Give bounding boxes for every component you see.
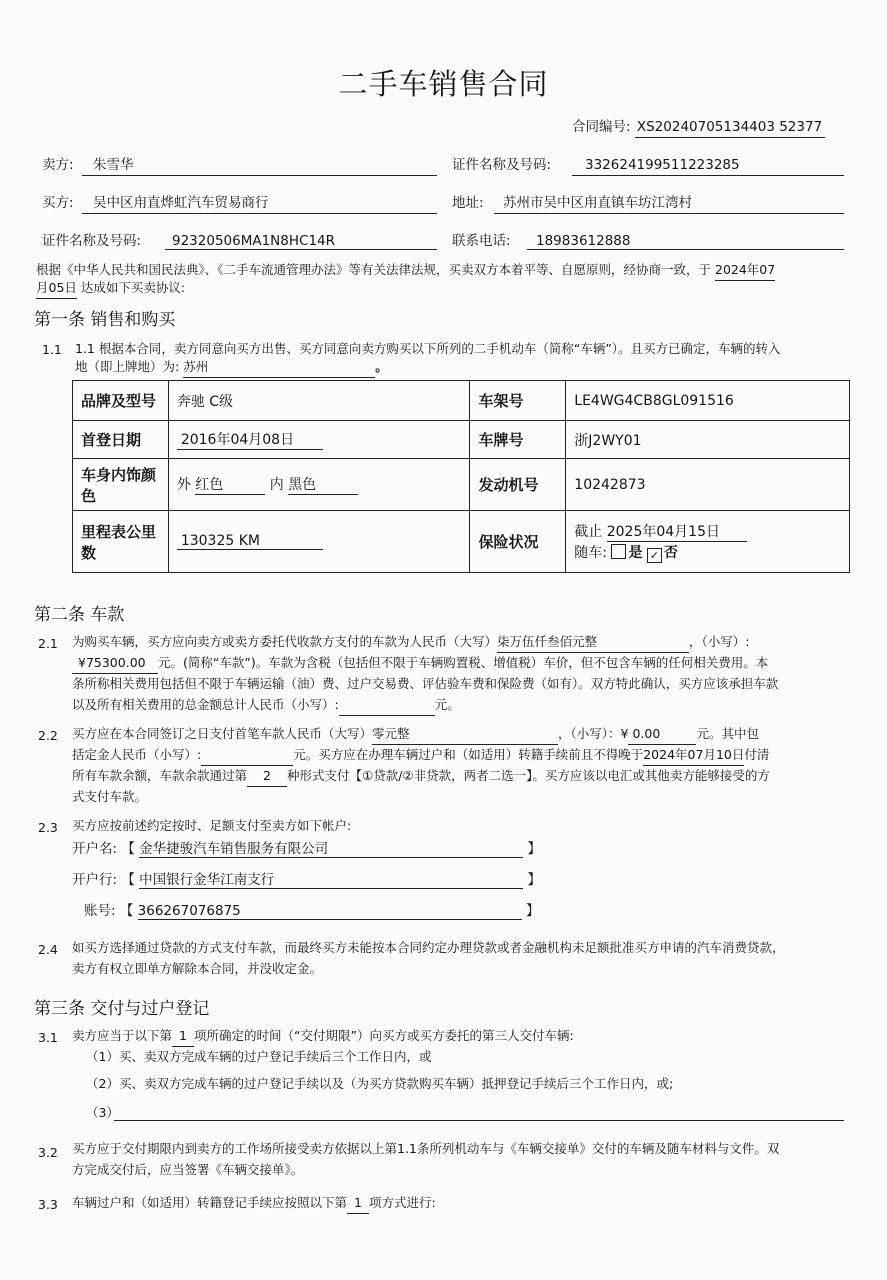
clause-2-2-line-2	[72, 745, 769, 766]
clause-2-2-text-h: 种形式支付【①贷款/②非贷款，两者二选一】。买方应该以电汇或其他卖方能够接受的方	[287, 768, 770, 783]
account-number-label: 账号:	[84, 903, 116, 919]
clause-2-4-number: 2.4	[38, 942, 58, 957]
no-checkbox[interactable]: ✓	[647, 548, 662, 563]
buyer-name-underline	[82, 213, 437, 214]
delivery-option-3: （3）	[86, 1105, 119, 1120]
mileage-value: 130325 KM	[177, 533, 323, 550]
color-label-line1: 车身内饰颜	[81, 465, 157, 484]
clause-2-2-text-g: 所有车款余额，车款余款通过第	[72, 768, 248, 783]
seller-name-underline	[82, 175, 437, 176]
table-row	[73, 381, 850, 421]
buyer-name: 吴中区甪直烨虹汽车贸易商行	[93, 195, 269, 211]
clause-1-1-text-2: 地（即上牌地）为: 苏州 。	[75, 357, 388, 378]
mileage-cell	[168, 511, 470, 573]
contract-number	[572, 117, 825, 138]
buyer-id-underline	[165, 249, 437, 250]
reg-date-label: 首登日期	[73, 421, 169, 459]
insurance-label: 保险状况	[470, 511, 566, 573]
balance-due-date: 2024年07月10日	[643, 745, 744, 766]
clause-1-1-place-value: 苏州	[183, 357, 375, 378]
color-label	[73, 459, 169, 511]
clause-2-3-text: 买方应按前述约定按时、足额支付至卖方如下帐户:	[72, 818, 352, 833]
buyer-label: 买方:	[42, 195, 74, 211]
bracket-right: 】	[527, 841, 541, 857]
clause-2-2-text-a: 买方应在本合同签订之日支付首笔车款人民币（大写）	[72, 726, 373, 741]
clause-1-1-text: 1.1 根据本合同，卖方同意向买方出售、买方同意向卖方购买以下所列的二手机动车（简称“车辆”）。且买方已确定，车辆的转入	[75, 341, 781, 356]
account-name-value: 金华捷骏汽车销售服务有限公司	[139, 837, 523, 858]
mileage-label-line2: 数	[81, 543, 97, 562]
outer-color: 红色	[195, 474, 265, 495]
clause-3-1-text-b: 项所确定的时间（“交付期限”）向买方或买方委托的第三人交付车辆:	[194, 1028, 574, 1043]
clause-2-1-text-a: 为购买车辆，买方应向卖方或卖方委托代收款方支付的车款为人民币（大写）	[72, 634, 498, 649]
clause-3-1-number: 3.1	[38, 1030, 58, 1045]
clause-3-3-line-1	[72, 1193, 436, 1214]
reg-date-cell	[168, 421, 470, 459]
clause-3-3-number: 3.3	[38, 1197, 58, 1212]
outer-prefix: 外	[176, 477, 191, 493]
clause-2-1-text-c: 元。(简称“车款”)。车款为含税（包括但不限于车辆购置税、增值税）车价，但不包含车辆的任何相关费用。本	[158, 655, 769, 670]
clause-3-1-text-a: 卖方应当于以下第	[72, 1028, 173, 1043]
document-title: 二手车销售合同	[338, 67, 549, 101]
clause-2-1-text-b: ，（小写）:	[689, 634, 750, 649]
buyer-id-value: 92320506MA1N8HC14R	[172, 233, 336, 249]
clause-2-2-text-d: 括定金人民币（小写）:	[72, 747, 202, 762]
clause-2-1-text-e: 以及所有相关费用的总金额总计人民币（小写）:	[72, 697, 339, 712]
color-label-line2: 色	[81, 486, 97, 505]
buyer-address-label: 地址:	[452, 195, 484, 211]
intro-text-2: 达成如下买卖协议:	[80, 280, 186, 295]
intro-date-part1: 2024年07	[715, 260, 775, 281]
first-payment-small: 0.00	[628, 724, 696, 745]
clause-3-3-text-b: 项方式进行:	[369, 1195, 436, 1210]
table-row	[73, 421, 850, 459]
clause-2-4-line-2: 卖方有权立即单方解除本合同，并没收定金。	[72, 961, 323, 976]
table-row	[73, 459, 850, 511]
vin-value: LE4WG4CB8GL091516	[566, 381, 850, 421]
bracket-right: 】	[525, 903, 540, 919]
bank-row	[72, 868, 541, 889]
clause-3-2-number: 3.2	[38, 1145, 58, 1160]
clause-2-2-text-c: 元。其中包	[696, 726, 759, 741]
buyer-phone-label: 联系电话:	[452, 233, 511, 249]
buyer-phone-underline	[527, 249, 844, 250]
bank-value: 中国银行金华江南支行	[139, 868, 523, 889]
buyer-address-value: 苏州市吴中区甪直镇车坊江湾村	[503, 195, 692, 211]
clause-2-4-line-1: 如买方选择通过贷款的方式支付车款，而最终买方未能按本合同约定办理贷款或者金融机构未足额批准买方申请的汽车消费贷款，	[72, 940, 785, 955]
clause-2-1-number: 2.1	[38, 636, 58, 651]
clause-2-2-number: 2.2	[38, 728, 58, 743]
clause-2-2-line-4: 式支付车款。	[72, 789, 148, 804]
vehicle-info-table	[72, 380, 850, 573]
delivery-option-2: （2）买、卖双方完成车辆的过户登记手续以及（为买方贷款购买车辆）抵押登记手续后三个工作日内，或;	[86, 1076, 674, 1091]
clause-2-2-text-e: 元。买方应在办理车辆过户和（如适用）转籍手续前且不得晚于	[293, 747, 644, 762]
clause-2-3-number: 2.3	[38, 820, 58, 835]
brand-label: 品牌及型号	[73, 381, 169, 421]
insurance-cell	[566, 511, 850, 573]
no-label: 否	[663, 544, 678, 561]
clause-3-1-line-1	[72, 1026, 574, 1047]
seller-label: 卖方:	[42, 157, 74, 173]
seller-id-label: 证件名称及号码:	[452, 157, 552, 173]
insurance-prefix: 截止	[574, 523, 603, 540]
clause-2-1-text-f: 元。	[434, 697, 460, 712]
payment-type: 2	[247, 766, 287, 787]
bracket-left: 【	[119, 903, 134, 919]
insurance-date: 2025年04月15日	[607, 521, 747, 542]
vin-label: 车架号	[470, 381, 566, 421]
seller-name: 朱雪华	[93, 157, 134, 173]
article-1-title: 第一条 销售和购买	[34, 310, 176, 330]
first-payment-upper: 零元整	[372, 724, 558, 745]
article-3-title: 第三条 交付与过户登记	[34, 999, 210, 1019]
clause-2-2-text-b: ，（小写）：¥	[558, 726, 629, 741]
table-row	[73, 511, 850, 573]
yes-label: 是	[628, 544, 643, 561]
buyer-address-underline	[494, 213, 844, 214]
follow-label: 随车:	[574, 544, 607, 561]
transfer-option: 1	[347, 1193, 369, 1214]
bracket-left: 【	[121, 872, 135, 888]
clause-1-1-place-label: 地（即上牌地）为:	[75, 359, 180, 374]
price-small: ¥75300.00	[72, 653, 158, 674]
bracket-right: 】	[527, 872, 541, 888]
buyer-phone-value: 18983612888	[536, 233, 631, 249]
color-cell	[168, 459, 470, 511]
plate-label: 车牌号	[470, 421, 566, 459]
price-upper: 柒万伍仟叁佰元整	[497, 632, 689, 653]
delivery-option-1: （1）买、卖双方完成车辆的过户登记手续后三个工作日内，或	[86, 1049, 432, 1064]
intro-text: 根据《中华人民共和国民法典》、《二手车流通管理办法》等有关法律法规，买卖双方本着平等、自愿原则，经协商一致，于	[36, 262, 712, 277]
intro-date-part2: 月05日	[36, 278, 77, 299]
delivery-option-3-underline	[114, 1120, 844, 1121]
plate-value: 浙J2WY01	[566, 421, 850, 459]
yes-checkbox[interactable]	[611, 544, 626, 559]
account-number-value: 366267076875	[138, 903, 522, 920]
seller-id-value: 332624199511223285	[585, 157, 740, 173]
account-name-row	[72, 837, 541, 858]
seller-id-underline	[572, 175, 844, 176]
account-number-row	[84, 899, 539, 920]
clause-2-1-line-4	[72, 695, 460, 716]
clause-2-1-line-2	[72, 653, 768, 674]
engine-value: 10242873	[566, 459, 850, 511]
delivery-option: 1	[172, 1026, 194, 1047]
clause-2-2-line-3	[72, 766, 770, 787]
clause-3-2-line-1: 买方应于交付期限内到卖方的工作场所接受卖方依据以上第1.1条所列机动车与《车辆交接单》交付的车辆及随车材料与文件。双	[72, 1141, 780, 1156]
buyer-id-label: 证件名称及号码:	[42, 233, 142, 249]
clause-2-1-line-1	[72, 632, 749, 653]
contract-number-label: 合同编号:	[572, 119, 631, 135]
account-name-label: 开户名:	[72, 841, 118, 857]
contract-number-value: XS20240705134403 52377	[635, 117, 825, 138]
article-2-title: 第二条 车款	[34, 605, 125, 625]
intro-line-2	[36, 278, 185, 299]
inner-prefix: 内	[269, 477, 284, 493]
clause-3-2-line-2: 方完成交付后，应当签署《车辆交接单》。	[72, 1162, 304, 1177]
reg-date-value: 2016年04月08日	[177, 429, 323, 450]
engine-label: 发动机号	[470, 459, 566, 511]
clause-1-1-number: 1.1	[42, 342, 62, 357]
clause-3-3-text-a: 车辆过户和（如适用）转籍登记手续应按照以下第	[72, 1195, 348, 1210]
bracket-left: 【	[121, 841, 135, 857]
clause-2-2-line-1	[72, 724, 759, 745]
clause-2-1-line-3: 条所称相关费用包括但不限于车辆运输（油）费、过户交易费、评估验车费和保险费（如有）。双方特此确认，买方应该承担车款	[72, 676, 779, 691]
inner-color: 黑色	[288, 474, 358, 495]
brand-value: 奔驰 C级	[168, 381, 470, 421]
mileage-label-line1: 里程表公里	[81, 522, 157, 541]
clause-2-2-text-f: 付清	[744, 747, 770, 762]
bank-label: 开户行:	[72, 872, 118, 888]
mileage-label	[73, 511, 169, 573]
